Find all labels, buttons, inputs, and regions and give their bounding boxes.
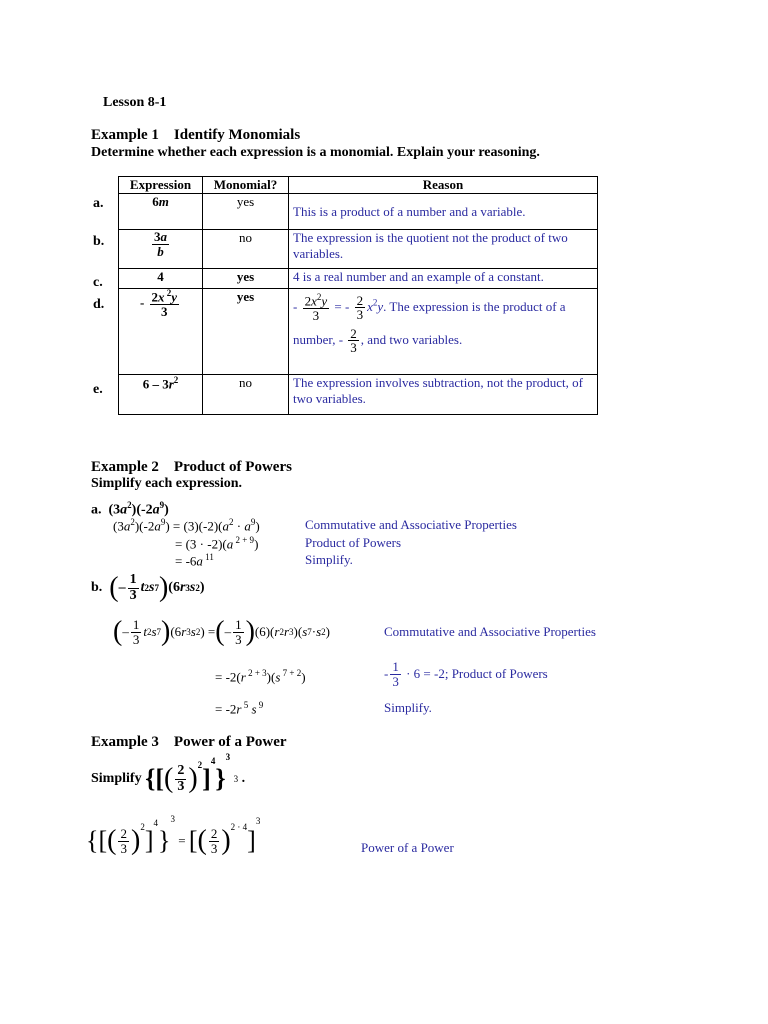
ex2-a-step2: = (3 · -2)(a $^{2 + 9}$) <box>175 535 259 552</box>
expression-d: - $\frac{2x ^2y}{3}$ <box>119 289 203 375</box>
monomial-c: yes <box>203 269 289 289</box>
monomial-d: yes <box>203 289 289 375</box>
ex2-a-reason-2: Product of Powers <box>305 535 402 550</box>
header-reason: Reason <box>289 177 598 194</box>
ex2-b-reason-2: - $\frac{1}{3}$ · 6 = -2; Product of Powers <box>384 658 548 689</box>
row-label-c: c. <box>93 275 103 290</box>
lesson-title: Lesson 8-1 <box>103 95 167 110</box>
ex3-reason: Power of a Power <box>361 840 454 855</box>
ex2-b-problem: b. ( – $\frac{1}{3}$ t 2 s 7 ) (6 r 3 s 2 ) <box>91 571 205 603</box>
monomial-e: no <box>203 375 289 415</box>
ex2-a-reason-1: Commutative and Associative Properties <box>305 517 517 532</box>
ex2-a-step3: = -6a $^{11}$ <box>175 552 214 569</box>
expression-c: 4 <box>119 269 203 289</box>
row-label-d: d. <box>93 297 105 312</box>
reason-b: The expression is the quotient not the product of two variables. <box>289 230 598 269</box>
expression-e: $6 - 3r^2$ <box>119 375 203 415</box>
row-label-a: a. <box>93 196 104 211</box>
ex2-b-reason-1: Commutative and Associative Properties <box>384 624 596 639</box>
row-label-b: b. <box>93 234 105 249</box>
example-2-instruction: Simplify each expression. <box>91 476 243 491</box>
monomial-b: no <box>203 230 289 269</box>
header-monomial: Monomial? <box>203 177 289 194</box>
example-1-instruction: Determine whether each expression is a monomial. Explain your reasoning. <box>91 145 540 160</box>
ex2-a-step1: $(3a^2)(-2a^9) = (3)(-2)(a^2 \cdot a^9)$ <box>113 517 260 534</box>
ex2-b-step1: ( – $\frac{1}{3}$ t 2 s 7 ) (6 r 3 s 2 ) = ( – $\frac{1}{3}$ ) (6)( r 2 r 3 )( s 7 · s 2 ) <box>113 616 330 647</box>
reason-e: The expression involves subtraction, not the product, of two variables. <box>289 375 598 415</box>
reason-c: 4 is a real number and an example of a constant. <box>289 269 598 289</box>
reason-d: - $\frac{2x^2y}{3}$ = - $\frac{2}{3}$ $x^2y$. The expression is the product of a number, - $\frac{2}{3}$ , and two variables. <box>289 289 598 375</box>
monomial-table <box>118 176 598 415</box>
ex3-problem: Simplify { [ ( $\frac{2}{3}$ ) $^2$ ] $^4$ } 3 3 . <box>91 752 246 794</box>
ex3-step1: { [ ( $\frac{2}{3}$ ) $^2$ ] $^4$ } 3 = [ ( $\frac{2}{3}$ ) $^{2 \cdot 4}$ ] 3 <box>86 814 261 856</box>
example-1-title: Example 1 Identify Monomials <box>91 127 301 143</box>
reason-d-text: . The expression is the product of a <box>383 298 566 314</box>
ex2-b-step3: = -2r $^5$ s $^9$ <box>215 700 264 717</box>
example-2-title: Example 2 Product of Powers <box>91 459 292 475</box>
ex2-a-reason-3: Simplify. <box>305 552 353 567</box>
expression-a: 6m <box>119 194 203 230</box>
reason-d-text2: number, <box>293 331 336 347</box>
ex2-b-reason-3: Simplify. <box>384 700 432 715</box>
reason-a: This is a product of a number and a variable. <box>289 194 598 230</box>
example-3-title: Example 3 Power of a Power <box>91 734 287 750</box>
expression-b: $\frac{3a}{b}$ <box>119 230 203 269</box>
monomial-a: yes <box>203 194 289 230</box>
ex2-a-problem: a. $(3a^2)(-2a^9)$ <box>91 500 169 518</box>
reason-d-text3: , and two variables. <box>360 331 463 347</box>
row-label-e: e. <box>93 382 103 397</box>
header-expression: Expression <box>119 177 203 194</box>
ex2-b-step2: = -2(r $^{2 + 3}$)(s $^{7 + 2}$) <box>215 668 306 685</box>
